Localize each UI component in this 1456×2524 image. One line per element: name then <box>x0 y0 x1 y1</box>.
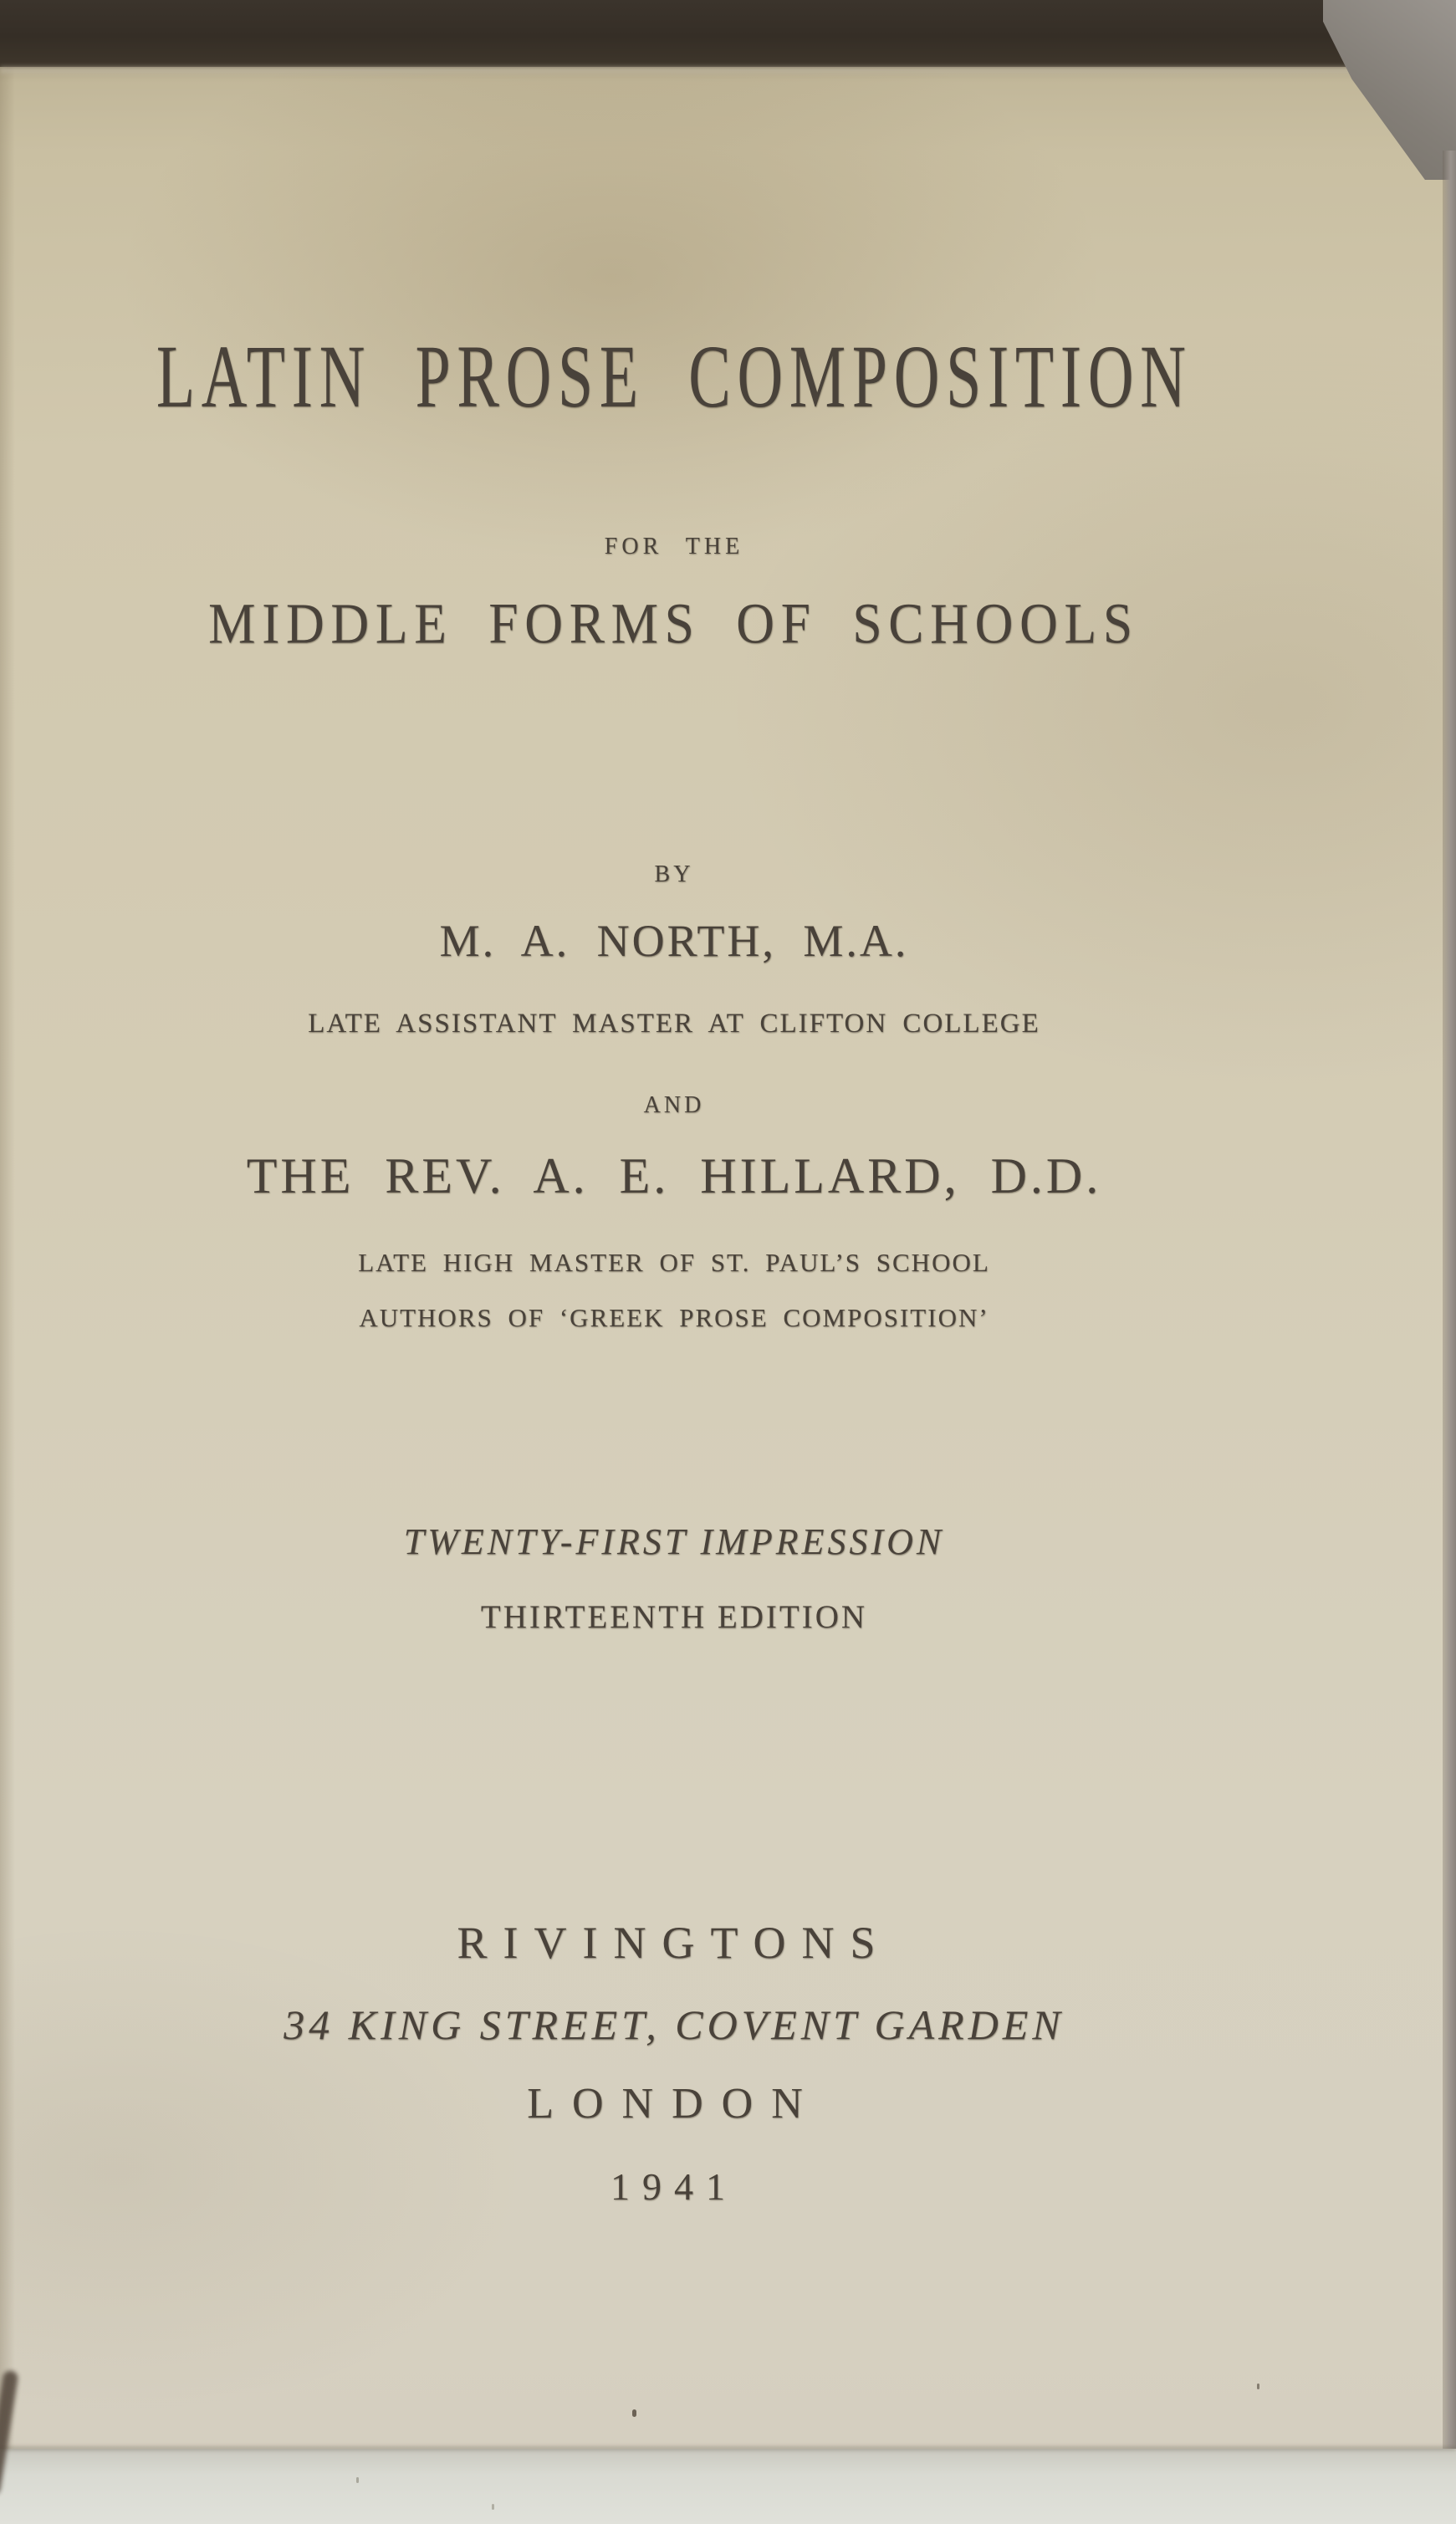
author-2-name: THE REV. A. E. HILLARD, D.D. <box>246 1148 1102 1203</box>
publication-year: 1941 <box>610 2165 738 2208</box>
publisher-city: LONDON <box>527 2080 821 2128</box>
byline-label: BY <box>654 861 694 887</box>
page-right-edge-shadow <box>1443 151 1456 2450</box>
author-1-credential: LATE ASSISTANT MASTER AT CLIFTON COLLEGE <box>308 1009 1040 1039</box>
author-2-credential-1: LATE HIGH MASTER OF ST. PAUL’S SCHOOL <box>358 1248 990 1277</box>
edition-line: THIRTEENTH EDITION <box>480 1599 868 1635</box>
author-2-credential-2: AUTHORS OF ‘GREEK PROSE COMPOSITION’ <box>359 1303 989 1332</box>
publisher-name: RIVINGTONS <box>457 1918 891 1968</box>
book-title: LATIN PROSE COMPOSITION <box>156 327 1193 427</box>
impression-line: TWENTY-FIRST IMPRESSION <box>403 1521 945 1562</box>
author-1-name: M. A. NORTH, M.A. <box>439 916 909 966</box>
publisher-address: 34 KING STREET, COVENT GARDEN <box>284 2001 1065 2048</box>
authors-conjunction: AND <box>643 1092 705 1118</box>
book-subtitle: MIDDLE FORMS OF SCHOOLS <box>208 591 1140 657</box>
subtitle-prefix: FOR THE <box>604 534 744 559</box>
